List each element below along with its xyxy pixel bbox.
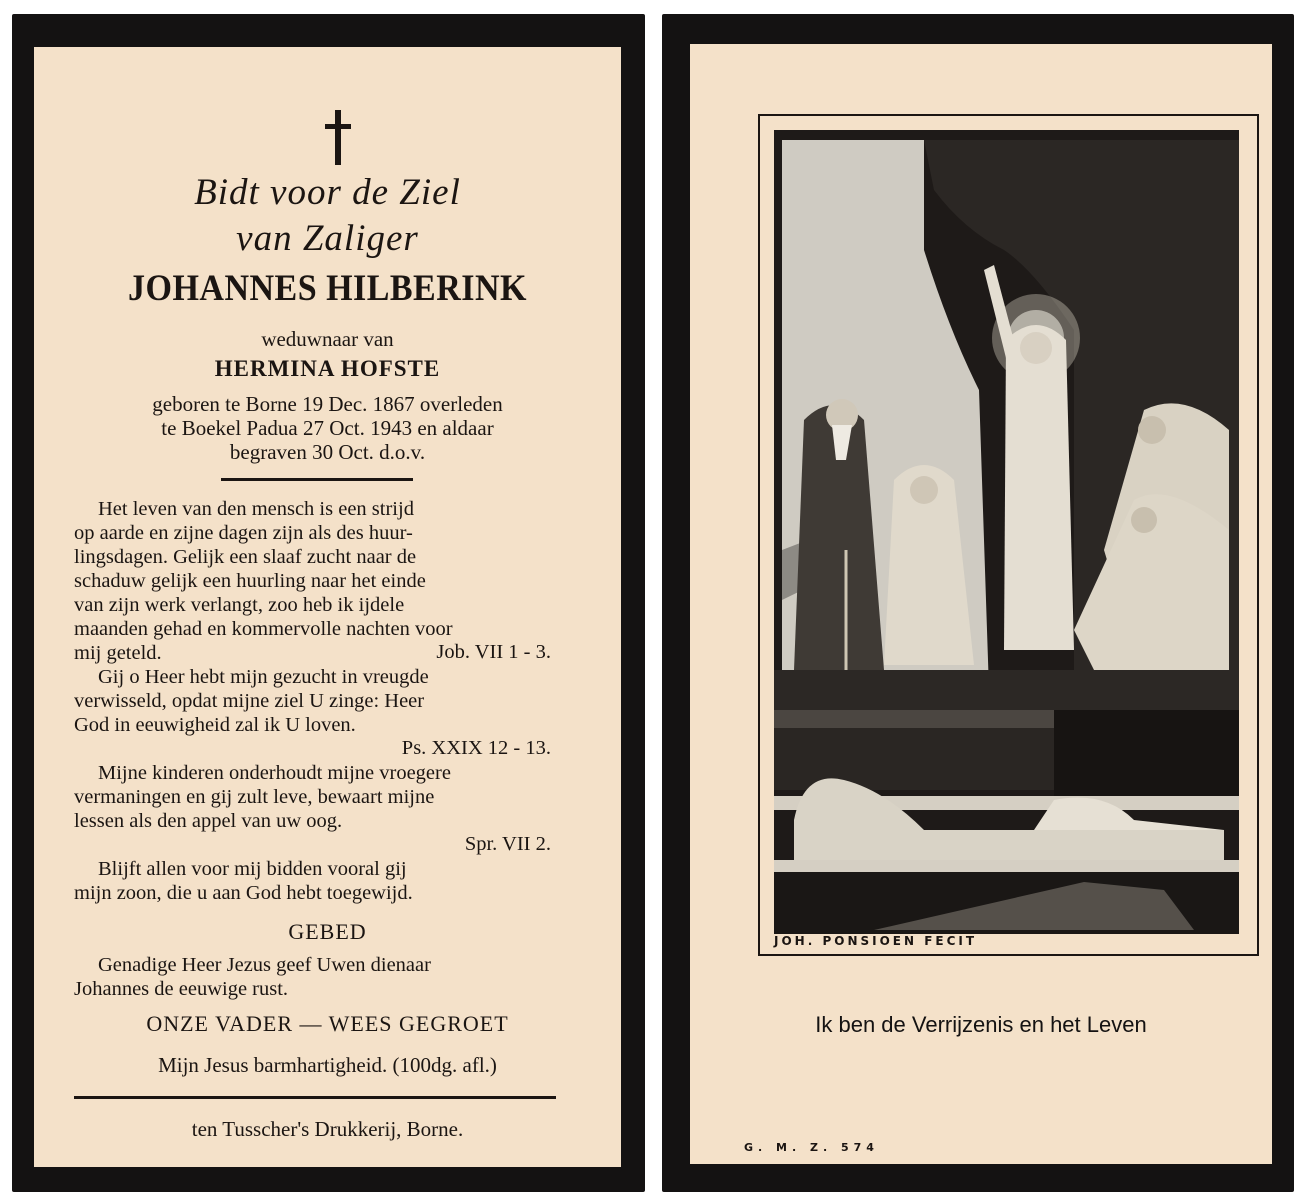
verse-psalm [74, 665, 556, 737]
spouse-name: HERMINA HOFSTE [214, 356, 441, 381]
verse-reference: Ps. XXIX 12 - 13. [401, 737, 551, 759]
illustration-art [774, 130, 1239, 934]
verse-line: van zijn werk verlangt, zoo heb ik ijdele [74, 594, 405, 616]
verse-line: lessen als den appel van uw oog. [74, 810, 343, 832]
prayer-line: Johannes de eeuwige rust. [74, 978, 289, 1000]
verse-line: mijn zoon, die u aan God hebt toegewijd. [74, 882, 413, 904]
relation-text: weduwnaar van [261, 327, 394, 351]
verse-reference: Spr. VII 2. [464, 833, 551, 855]
verse-line: God in eeuwigheid zal ik U loven. [74, 714, 356, 736]
verse-line: verwisseld, opdat mijne ziel U zinge: Heer [74, 690, 425, 712]
verse-job [74, 497, 556, 665]
heading-line2: van Zaliger [236, 218, 419, 259]
closing-request [74, 857, 556, 905]
birth-death-block [34, 392, 621, 464]
verse-reference: Job. VII 1 - 3. [436, 641, 551, 663]
motto-text: Ik ben de Verrijzenis en het Leven [815, 1012, 1147, 1037]
memorial-card-text [12, 14, 645, 1192]
artist-signature: JOH. PONSIOEN FECIT [774, 934, 978, 948]
verse-line: maanden gehad en kommervolle nachten voor [74, 618, 453, 640]
birth-death-line: te Boekel Padua 27 Oct. 1943 en aldaar [161, 416, 494, 440]
cross-icon [325, 110, 351, 165]
resurrection-illustration [774, 130, 1239, 934]
memorial-card-image [662, 14, 1294, 1192]
verse-proverbs [74, 761, 556, 833]
birth-death-line: begraven 30 Oct. d.o.v. [229, 440, 426, 464]
verse-line: schaduw gelijk een huurling naar het einde [74, 570, 426, 592]
prayer-heading: GEBED [288, 919, 367, 944]
prayers-line: ONZE VADER — WEES GEGROET [146, 1011, 509, 1036]
verse-line: Gij o Heer hebt mijn gezucht in vreugde [98, 666, 429, 688]
divider [221, 478, 413, 481]
verse-line: mij geteld. [74, 642, 162, 664]
deceased-name: JOHANNES HILBERINK [128, 268, 527, 309]
print-code: G. M. Z. 574 [744, 1141, 879, 1154]
indulgence-line: Mijn Jesus barmhartigheid. (100dg. afl.) [158, 1053, 497, 1077]
verse-line: Blijft allen voor mij bidden vooral gij [98, 858, 407, 880]
heading-line1: Bidt voor de Ziel [194, 172, 461, 213]
verse-line: Het leven van den mensch is een strijd [98, 498, 414, 520]
birth-death-line: geboren te Borne 19 Dec. 1867 overleden [152, 392, 503, 416]
printer-line: ten Tusscher's Drukkerij, Borne. [191, 1117, 464, 1141]
divider [74, 1096, 556, 1099]
prayer-text [74, 953, 556, 1001]
prayer-line: Genadige Heer Jezus geef Uwen dienaar [98, 954, 431, 976]
card-paper [34, 47, 621, 1167]
verse-line: lingsdagen. Gelijk een slaaf zucht naar de [74, 546, 417, 568]
card-paper [690, 44, 1272, 1164]
verse-line: vermaningen en gij zult leve, bewaart mijne [74, 786, 435, 808]
verse-line: Mijne kinderen onderhoudt mijne vroegere [98, 762, 451, 784]
verse-line: op aarde en zijne dagen zijn als des huur- [74, 522, 413, 544]
